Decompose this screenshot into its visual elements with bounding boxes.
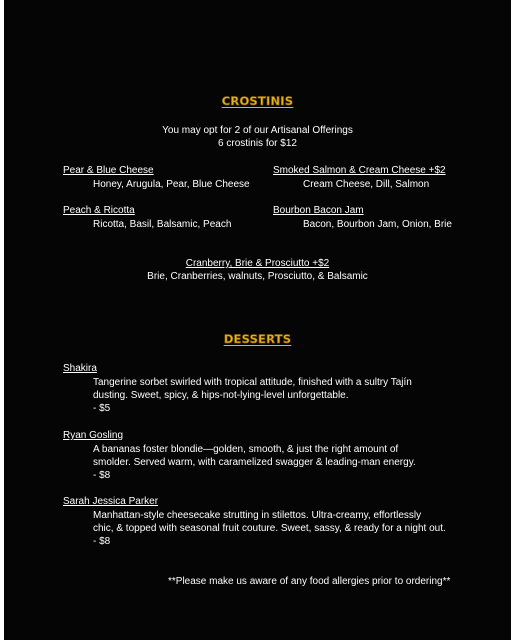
crostinis-intro-line1: You may opt for 2 of our Artisanal Offerings	[162, 125, 353, 136]
dessert-item-name: Ryan Gosling	[63, 430, 124, 441]
dessert-item-name: Sarah Jessica Parker	[63, 496, 159, 507]
crostini-item-name: Peach & Ricotta	[63, 205, 135, 216]
dessert-item-price: - $8	[93, 470, 111, 481]
crostini-item-desc: Ricotta, Basil, Balsamic, Peach	[93, 219, 232, 230]
dessert-item-name: Shakira	[63, 363, 97, 374]
crostini-item-name: Smoked Salmon & Cream Cheese +$2	[273, 165, 446, 176]
crostini-item-desc: Bacon, Bourbon Jam, Onion, Brie	[303, 219, 452, 230]
dessert-item-desc-line1: Tangerine sorbet swirled with tropical attitude, finished with a sultry Tajín	[93, 377, 412, 388]
crostinis-intro-line2: 6 crostinis for $12	[218, 138, 297, 149]
dessert-item-desc-line2: smolder. Served warm, with caramelized swagger & leading-man energy.	[93, 457, 416, 468]
crostinis-heading: CROSTINIS	[221, 94, 294, 108]
crostini-item-desc: Honey, Arugula, Pear, Blue Cheese	[93, 179, 250, 190]
dessert-item-desc-line1: Manhattan-style cheesecake strutting in stilettos. Ultra-creamy, effortlessly	[93, 510, 422, 521]
dessert-item-price: - $5	[93, 403, 111, 414]
dessert-item-desc-line2: chic, & topped with seasonal fruit couture. Sweet, sassy, & ready for a night out.	[93, 523, 446, 534]
dessert-item-desc-line2: dusting. Sweet, spicy, & hips-not-lying-level unforgettable.	[93, 390, 349, 401]
crostini-featured-name-row	[4, 257, 511, 270]
crostini-featured-desc: Brie, Cranberries, walnuts, Prosciutto, & Balsamic	[147, 271, 368, 282]
dessert-item-price: - $8	[93, 536, 111, 547]
crostini-item-desc: Cream Cheese, Dill, Salmon	[303, 179, 430, 190]
crostini-item-name: Bourbon Bacon Jam	[273, 205, 364, 216]
allergy-note: **Please make us aware of any food allergies prior to ordering**	[168, 576, 451, 587]
crostini-item-name: Pear & Blue Cheese	[63, 165, 154, 176]
dessert-item-desc-line1: A bananas foster blondie—golden, smooth, & just the right amount of	[93, 444, 399, 455]
crostini-featured-name: Cranberry, Brie & Prosciutto +$2	[185, 258, 330, 269]
desserts-heading: DESSERTS	[223, 332, 292, 346]
menu-page	[4, 0, 511, 640]
